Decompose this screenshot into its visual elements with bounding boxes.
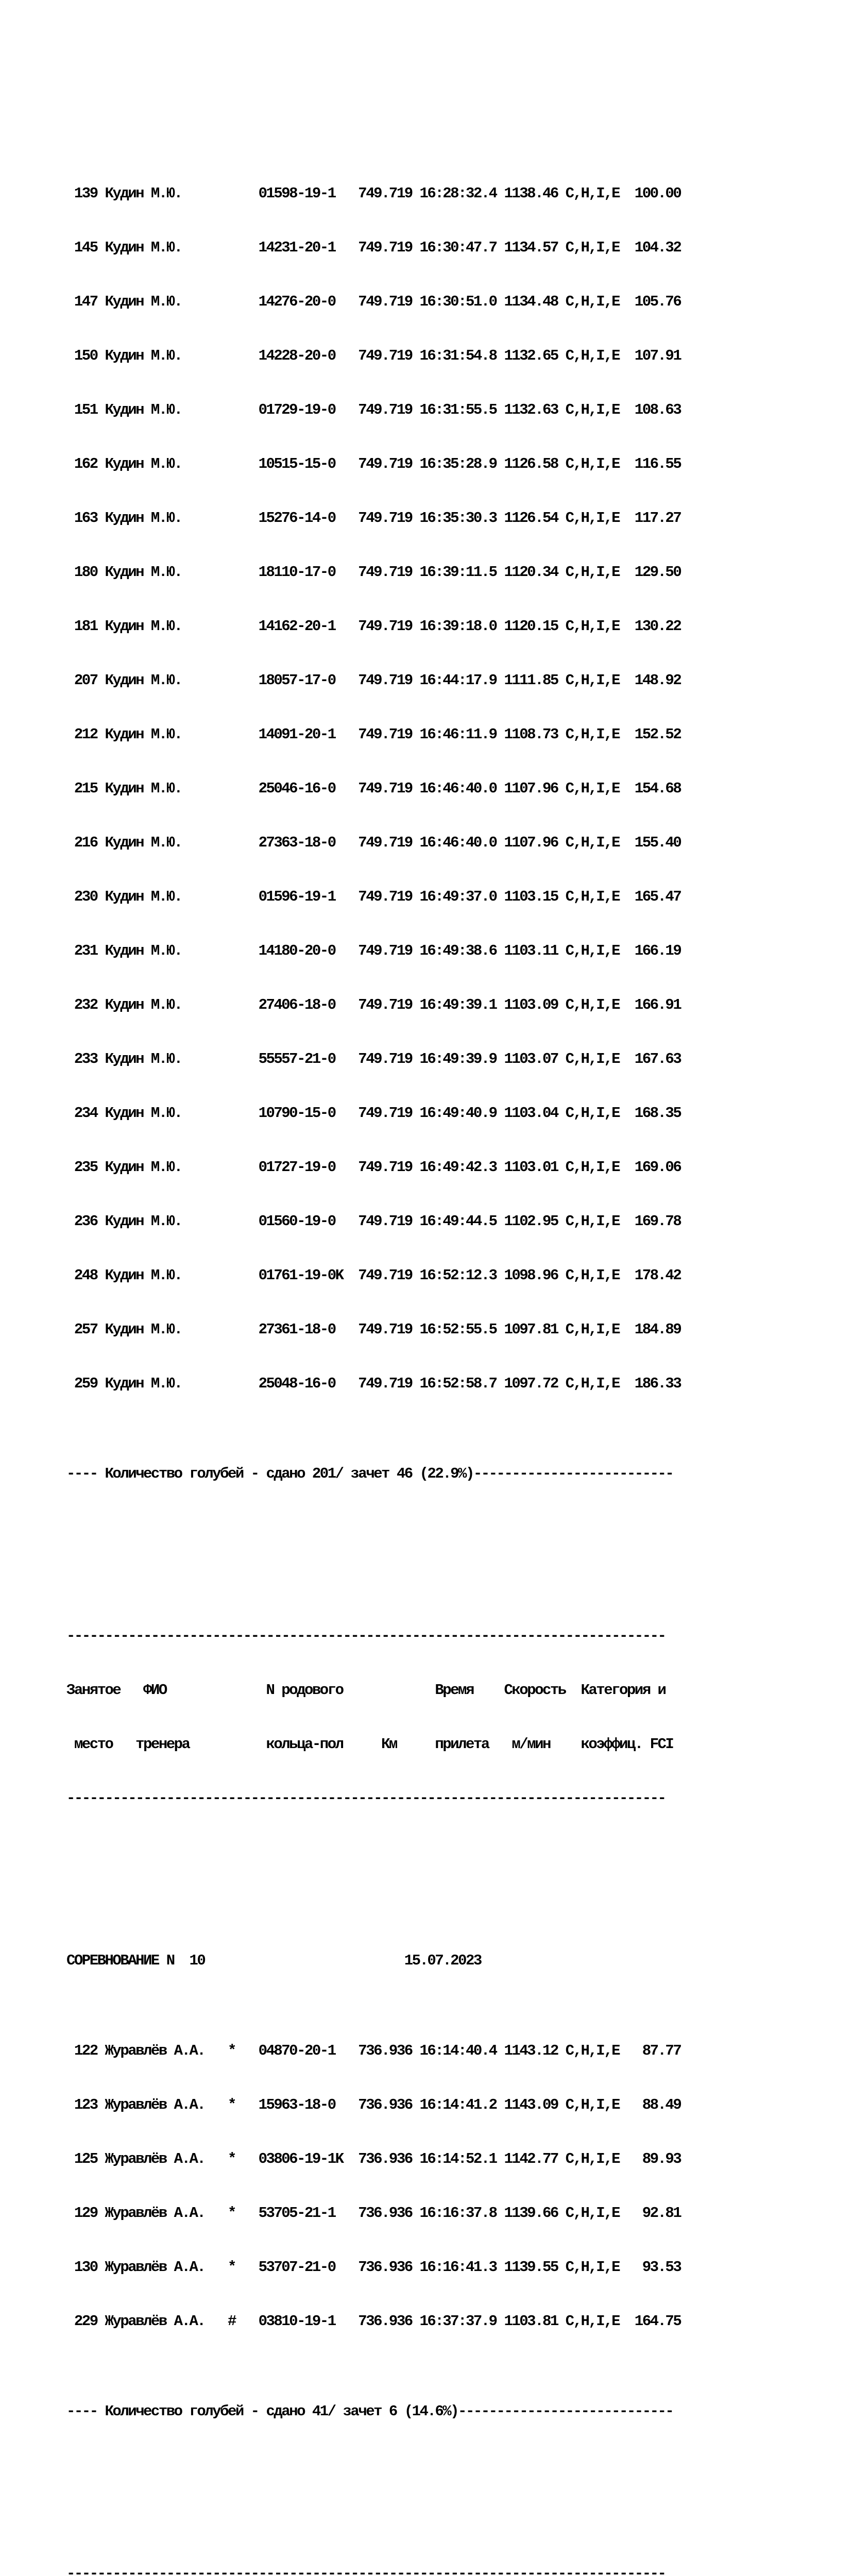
column-header-line: место тренера кольца-пол Км прилета м/мин коэффиц. FCI — [66, 1736, 673, 1753]
result-row: 216 Кудин М.Ю. 27363-18-0 749.719 16:46:40.0 1107.96 C,H,I,E 155.40 — [66, 834, 681, 851]
result-row: 231 Кудин М.Ю. 14180-20-0 749.719 16:49:38.6 1103.11 C,H,I,E 166.19 — [66, 942, 681, 959]
result-row: 150 Кудин М.Ю. 14228-20-0 749.719 16:31:54.8 1132.65 C,H,I,E 107.91 — [66, 347, 681, 364]
result-row: 248 Кудин М.Ю. 01761-19-0K 749.719 16:52:12.3 1098.96 C,H,I,E 178.42 — [66, 1267, 681, 1284]
results-section — [66, 1916, 696, 2456]
result-row: 233 Кудин М.Ю. 55557-21-0 749.719 16:49:39.9 1103.07 C,H,I,E 167.63 — [66, 1050, 681, 1067]
result-row: 229 Журавлёв А.А. # 03810-19-1 736.936 16:37:37.9 1103.81 C,H,I,E 164.75 — [66, 2313, 681, 2330]
result-row: 212 Кудин М.Ю. 14091-20-1 749.719 16:46:11.9 1108.73 C,H,I,E 152.52 — [66, 726, 681, 743]
divider: ------------------------------------------------------------------------------ — [66, 1790, 666, 1807]
result-row: 129 Журавлёв А.А. * 53705-21-1 736.936 16:16:37.8 1139.66 C,H,I,E 92.81 — [66, 2205, 681, 2222]
result-row: 123 Журавлёв А.А. * 15963-18-0 736.936 16:14:41.2 1143.09 C,H,I,E 88.49 — [66, 2096, 681, 2113]
result-row: 215 Кудин М.Ю. 25046-16-0 749.719 16:46:40.0 1107.96 C,H,I,E 154.68 — [66, 780, 681, 797]
result-row: 232 Кудин М.Ю. 27406-18-0 749.719 16:49:39.1 1103.09 C,H,I,E 166.91 — [66, 996, 681, 1013]
section-summary: ---- Количество голубей - сдано 41/ зачет 6 (14.6%)---------------------------- — [66, 2403, 673, 2420]
table-header — [66, 1591, 696, 1843]
result-row: 139 Кудин М.Ю. 01598-19-1 749.719 16:28:32.4 1138.46 C,H,I,E 100.00 — [66, 185, 681, 202]
result-row: 181 Кудин М.Ю. 14162-20-1 749.719 16:39:18.0 1120.15 C,H,I,E 130.22 — [66, 618, 681, 635]
result-row: 230 Кудин М.Ю. 01596-19-1 749.719 16:49:37.0 1103.15 C,H,I,E 165.47 — [66, 888, 681, 905]
results-section — [66, 112, 696, 1519]
result-row: 125 Журавлёв А.А. * 03806-19-1K 736.936 16:14:52.1 1142.77 C,H,I,E 89.93 — [66, 2150, 681, 2167]
result-row: 259 Кудин М.Ю. 25048-16-0 749.719 16:52:58.7 1097.72 C,H,I,E 186.33 — [66, 1375, 681, 1392]
result-row: 151 Кудин М.Ю. 01729-19-0 749.719 16:31:55.5 1132.63 C,H,I,E 108.63 — [66, 401, 681, 418]
result-row: 122 Журавлёв А.А. * 04870-20-1 736.936 16:14:40.4 1143.12 C,H,I,E 87.77 — [66, 2042, 681, 2059]
result-row: 235 Кудин М.Ю. 01727-19-0 749.719 16:49:42.3 1103.01 C,H,I,E 169.06 — [66, 1159, 681, 1176]
result-row: 147 Кудин М.Ю. 14276-20-0 749.719 16:30:51.0 1134.48 C,H,I,E 105.76 — [66, 293, 681, 310]
result-row: 234 Кудин М.Ю. 10790-15-0 749.719 16:49:40.9 1103.04 C,H,I,E 168.35 — [66, 1105, 681, 1122]
result-row: 180 Кудин М.Ю. 18110-17-0 749.719 16:39:11.5 1120.34 C,H,I,E 129.50 — [66, 564, 681, 581]
result-row: 257 Кудин М.Ю. 27361-18-0 749.719 16:52:55.5 1097.81 C,H,I,E 184.89 — [66, 1321, 681, 1338]
results-printout — [66, 40, 696, 2576]
result-row: 163 Кудин М.Ю. 15276-14-0 749.719 16:35:30.3 1126.54 C,H,I,E 117.27 — [66, 510, 681, 527]
result-row: 207 Кудин М.Ю. 18057-17-0 749.719 16:44:17.9 1111.85 C,H,I,E 148.92 — [66, 672, 681, 689]
section-summary: ---- Количество голубей - сдано 201/ зачет 46 (22.9%)-------------------------- — [66, 1465, 673, 1482]
competition-title: СОРЕВНОВАНИЕ N 10 15.07.2023 — [66, 1952, 481, 1969]
result-row: 145 Кудин М.Ю. 14231-20-1 749.719 16:30:47.7 1134.57 C,H,I,E 104.32 — [66, 239, 681, 256]
result-row: 162 Кудин М.Ю. 10515-15-0 749.719 16:35:28.9 1126.58 C,H,I,E 116.55 — [66, 455, 681, 472]
table-header — [66, 2529, 696, 2576]
divider: ------------------------------------------------------------------------------ — [66, 1628, 666, 1645]
result-row: 130 Журавлёв А.А. * 53707-21-0 736.936 16:16:41.3 1139.55 C,H,I,E 93.53 — [66, 2259, 681, 2276]
results-table — [66, 148, 696, 1429]
column-header-line: Занятое ФИО N родового Время Скорость Категория и — [66, 1682, 666, 1699]
results-table — [66, 2006, 696, 2366]
divider: ------------------------------------------------------------------------------ — [66, 2565, 666, 2576]
result-row: 236 Кудин М.Ю. 01560-19-0 749.719 16:49:44.5 1102.95 C,H,I,E 169.78 — [66, 1213, 681, 1230]
